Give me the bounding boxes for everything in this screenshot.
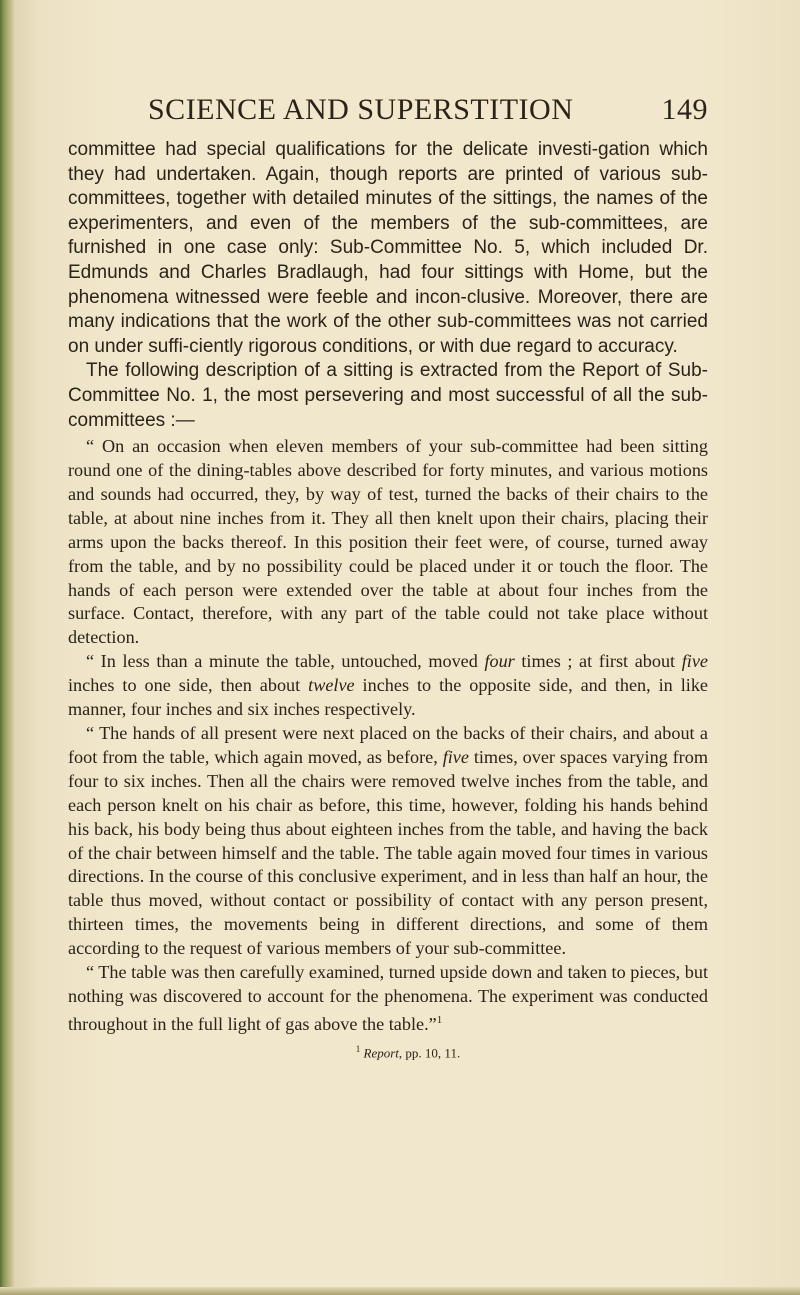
paragraph-2: The following description of a sitting is extracted from the Report of Sub-Committee No. 1, the most persevering and most successful of all the sub-committees :— xyxy=(68,360,708,431)
quote-paragraph-3: “ The hands of all present were next placed on the backs of their chairs, and about a foot from the table, which again moved, as before, five times, over spaces varying from four to six inches. Then all the chairs were removed twelve inches from the table, and each person knelt on his chair as before, this time, however, folding his hands behind his back, his body being thus about eighteen inches from the table, and having the back of the chair between himself and the table. The table again moved four times in various directions. In the course of this conclusive experiment, and in less than half an hour, the table thus moved, without contact or possibility of contact with any person present, thirteen times, the movements being in different directions, and some of them according to the request of various members of your sub-committee. xyxy=(68,723,708,959)
emphasis-five: five xyxy=(681,651,708,672)
footnote-mark: 1 xyxy=(355,1043,361,1054)
page-bottom-edge xyxy=(0,1287,800,1295)
quote-paragraph-1: “ On an occasion when eleven members of your sub-committee had been sitting round one of the dining-tables above described for forty minutes, and various motions and sounds had occurred, they, by way of test, turned the backs of their chairs to the table, at about nine inches from it. They all then knelt upon their chairs, placing their arms upon the backs thereof. In this position their feet were, of course, turned away from the table, and by no possibility could be placed under it or touch the floor. The hands of each person were extended over the table at about four inches from the surface. Contact, therefore, with any part of the table could not take place without detection. xyxy=(68,436,708,648)
page-number: 149 xyxy=(661,93,708,126)
footnote-pages: , pp. 10, 11. xyxy=(398,1045,461,1061)
footnote xyxy=(68,1041,708,1061)
emphasis-four: four xyxy=(484,651,515,672)
emphasis-twelve: twelve xyxy=(308,675,355,696)
book-spine-edge xyxy=(0,0,14,1295)
paragraph-1: committee had special qualifications for the delicate investi-gation which they had undertaken. Again, though reports are printed of various sub-committees, together with detailed minutes of the sittings, the names of the experimenters, and even of the members of the sub-committees, are furnished in one case only: Sub-Committee No. 5, which included Dr. Edmunds and Charles Bradlaugh, had four sittings with Home, but the phenomena witnessed were feeble and incon-clusive. Moreover, there are many indications that the work of the other sub-committees was not carried on under suffi-ciently rigorous conditions, or with due regard to accuracy. xyxy=(68,139,708,357)
quote-paragraph-4: “ The table was then carefully examined, turned upside down and taken to pieces, but nothing was discovered to account for the phenomena. The experiment was conducted throughout in the full light of gas above the table.”$^1$ xyxy=(68,962,708,1034)
footnote-reference: 1 xyxy=(436,1013,443,1026)
quote-paragraph-2: “ In less than a minute the table, untouched, moved four times ; at first about five inches to one side, then about twelve inches to the opposite side, and then, in like manner, four inches and six inches respectively. xyxy=(68,651,708,720)
running-title: SCIENCE AND SUPERSTITION xyxy=(148,93,574,126)
footnote-source: Report xyxy=(363,1045,399,1061)
running-header xyxy=(148,93,708,127)
quoted-report xyxy=(68,435,708,1037)
page-body xyxy=(68,138,708,1061)
emphasis-five-2: five xyxy=(442,746,469,767)
